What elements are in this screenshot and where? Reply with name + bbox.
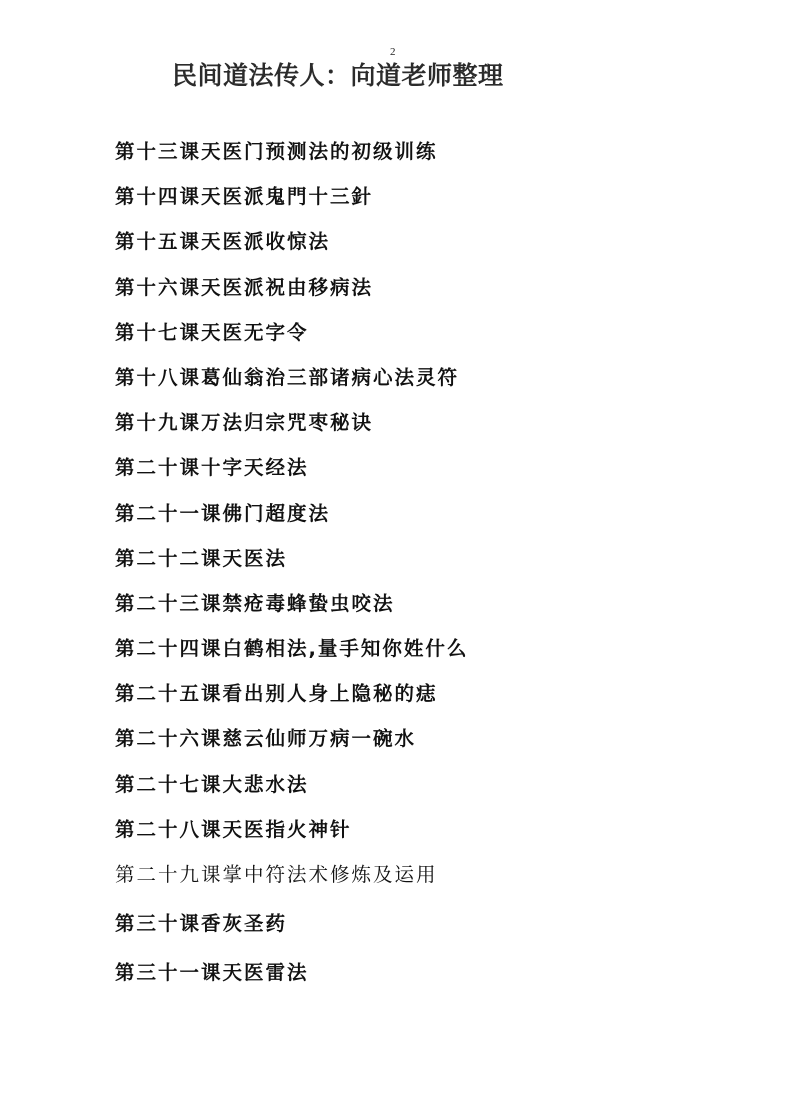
lesson-item: 第二十四课白鹤相法,量手知你姓什么 xyxy=(115,637,469,661)
lesson-item: 第三十一课天医雷法 xyxy=(115,961,309,984)
lesson-item: 第二十七课大悲水法 xyxy=(115,772,309,796)
lesson-item: 第二十一课佛门超度法 xyxy=(115,501,331,525)
lesson-item: 第十六课天医派祝由移病法 xyxy=(115,275,374,299)
lesson-item: 第十七课天医无字令 xyxy=(115,320,309,344)
lesson-item: 第十八课葛仙翁治三部诸病心法灵符 xyxy=(115,365,460,389)
page-number: 2 xyxy=(390,46,396,58)
page-title: 民间道法传人：向道老师整理 xyxy=(172,61,504,90)
lesson-item: 第二十九课掌中符法术修炼及运用 xyxy=(115,863,438,886)
lesson-item: 第二十课十字天经法 xyxy=(115,456,309,480)
lesson-item: 第三十课香灰圣药 xyxy=(115,912,288,935)
lesson-item: 第二十五课看出别人身上隐秘的痣 xyxy=(115,682,438,706)
lesson-item: 第十九课万法归宗咒枣秘诀 xyxy=(115,411,374,435)
lesson-item: 第二十三课禁疮毒蜂蛰虫咬法 xyxy=(115,591,395,615)
lesson-item: 第二十八课天医指火神针 xyxy=(115,817,352,841)
lesson-item: 第十三课天医门预测法的初级训练 xyxy=(115,140,438,163)
lesson-item: 第二十二课天医法 xyxy=(115,546,288,570)
lesson-item: 第十五课天医派收惊法 xyxy=(115,230,331,254)
lesson-item: 第十四课天医派鬼門十三針 xyxy=(115,185,374,209)
lesson-item: 第二十六课慈云仙师万病一碗水 xyxy=(115,727,417,751)
lesson-list xyxy=(115,136,468,1002)
